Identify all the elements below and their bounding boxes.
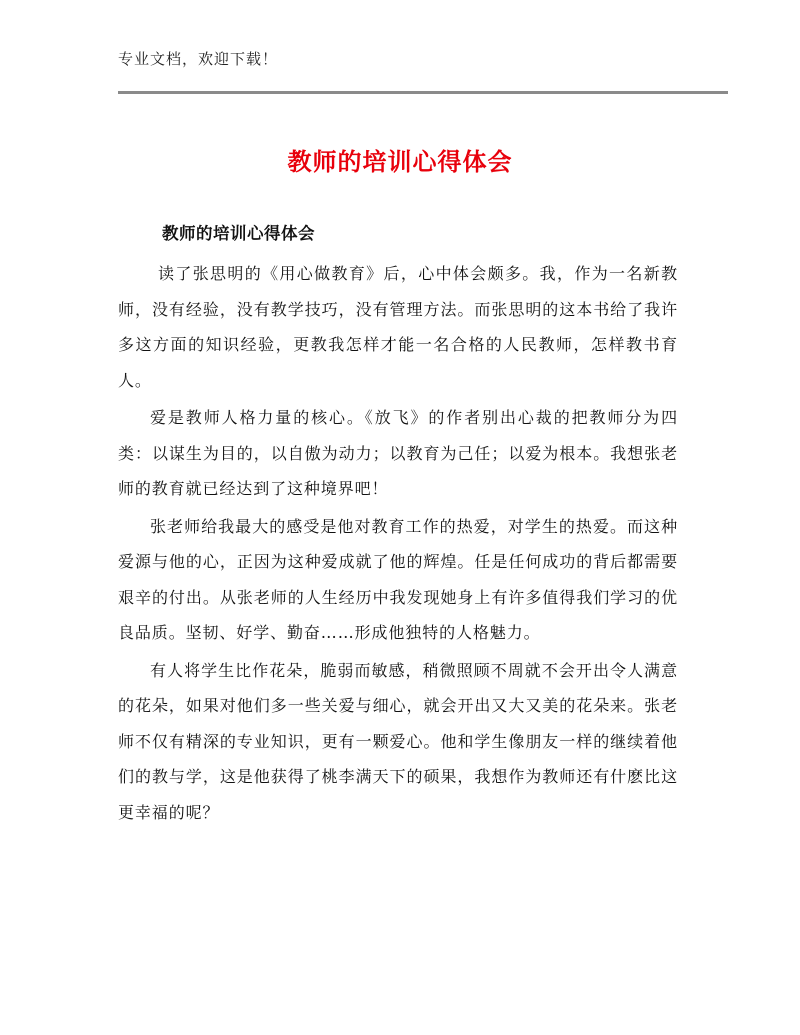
- page-header: 专业文档，欢迎下载！: [118, 50, 279, 68]
- paragraph: 有人将学生比作花朵，脆弱而敏感，稍微照顾不周就不会开出令人满意的花朵，如果对他们多一些关爱与细心，就会开出又大又美的花朵来。张老师不仅有精深的专业知识，更有一颗爱心。他和学生像朋友一样的继续着他们的教与学，这是他获得了桃李满天下的硕果，我想作为教师还有什麽比这更幸福的呢？: [118, 660, 678, 822]
- document-title: 教师的培训心得体会: [287, 148, 513, 176]
- paragraph: 爱是教师人格力量的核心。《放飞》的作者别出心裁的把教师分为四类：以谋生为目的，以自傲为动力；以教育为己任；以爱为根本。我想张老师的教育就已经达到了这种境界吧！: [118, 408, 678, 498]
- document-subtitle: 教师的培训心得体会: [162, 224, 315, 243]
- paragraph: 读了张思明的《用心做教育》后，心中体会颇多。我，作为一名新教师，没有经验，没有教学技巧，没有管理方法。而张思明的这本书给了我许多这方面的知识经验，更教我怎样才能一名合格的人民教师，怎样教书育人。: [118, 264, 678, 390]
- document-body: [118, 256, 678, 832]
- paragraph: 张老师给我最大的感受是他对教育工作的热爱，对学生的热爱。而这种爱源与他的心，正因为这种爱成就了他的辉煌。任是任何成功的背后都需要艰辛的付出。从张老师的人生经历中我发现她身上有许多值得我们学习的优良品质。坚韧、好学、勤奋……形成他独特的人格魅力。: [118, 516, 678, 642]
- header-divider: [118, 91, 728, 94]
